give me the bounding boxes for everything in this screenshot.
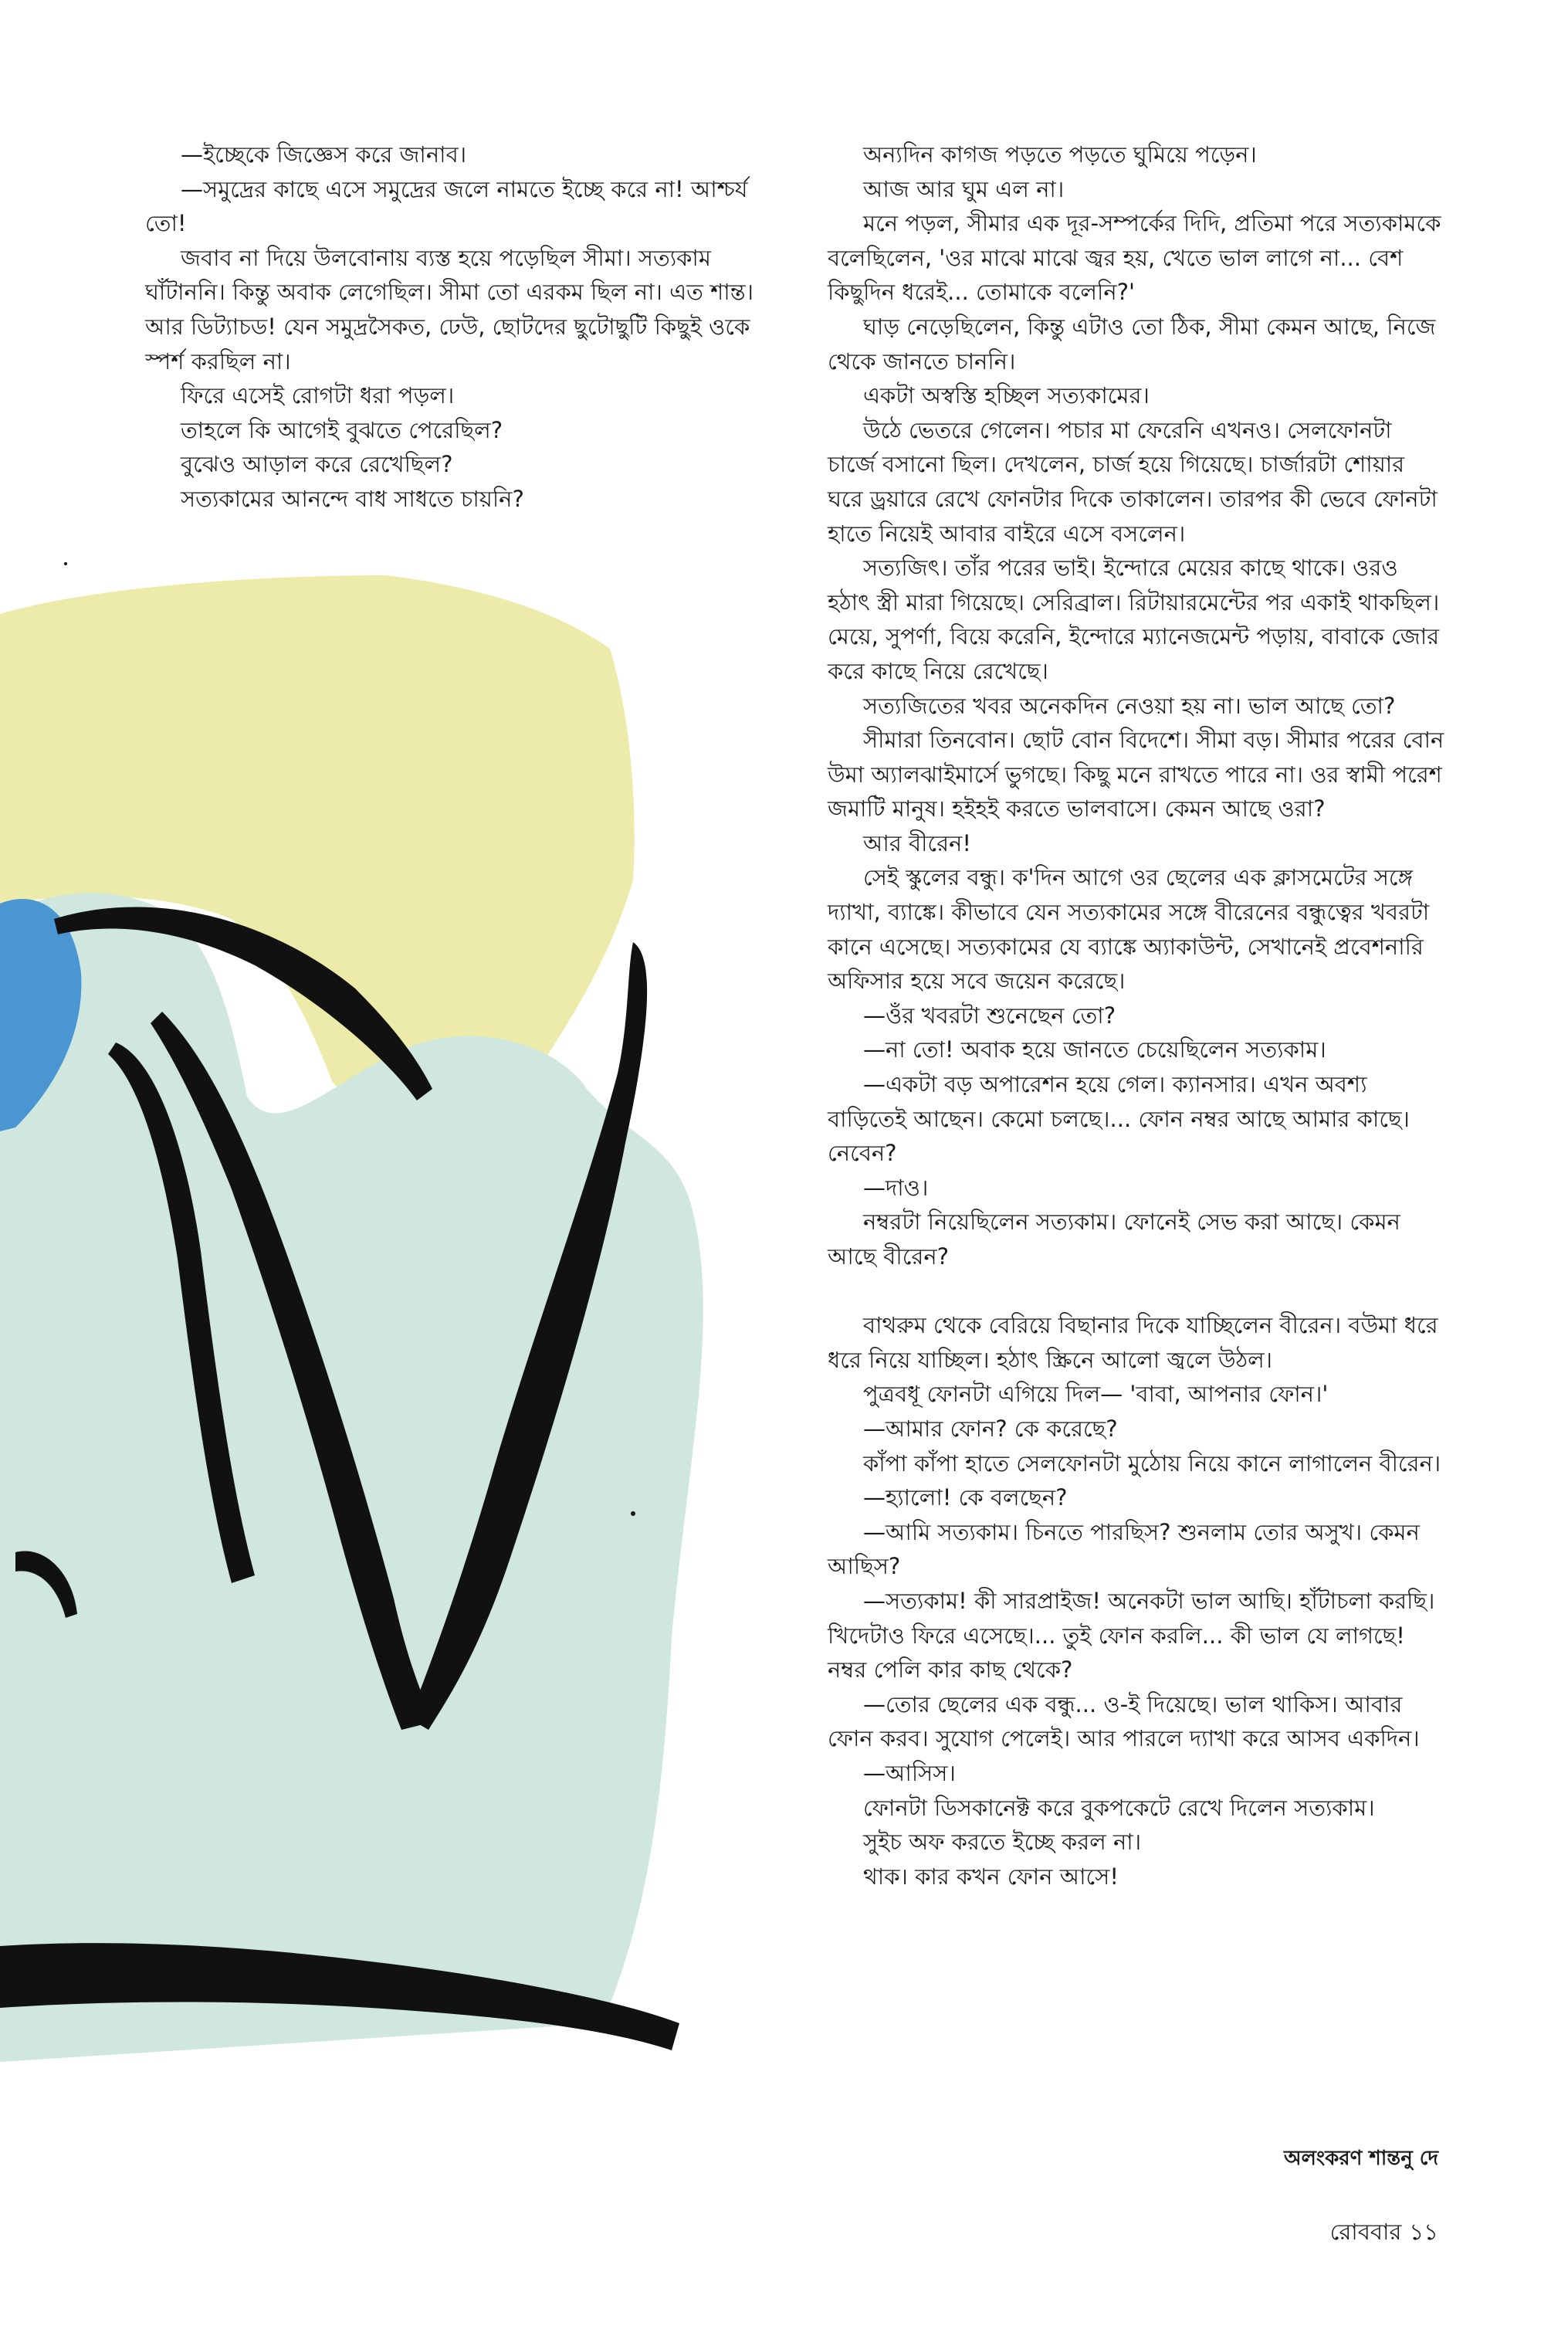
paragraph: আজ আর ঘুম এল না। [863, 175, 1065, 202]
speckle [569, 1249, 574, 1253]
paragraph: —ওঁর খবরটা শুনেছেন তো? [863, 1002, 1116, 1029]
paragraph: সত্যকামের আনন্দে বাধ সাধতে চায়নি? [181, 485, 524, 512]
paragraph: সীমারা তিনবোন। ছোট বোন বিদেশে। সীমা বড়। সীমার পরের বোন উমা অ্যালঝাইমার্সে ভুগছে। কিছু মনে রাখতে পারে না। ওর স্বামী পরেশ জমাটি মানুষ। হইহই করতে ভালবাসে। কেমন আছে ওরা? [828, 727, 1444, 822]
paragraph: থাক। কার কখন ফোন আসে! [863, 1863, 1119, 1890]
paragraph: পুত্রবধূ ফোনটা এগিয়ে দিল— 'বাবা, আপনার ফোন।' [863, 1381, 1329, 1408]
paragraph: ঘাড় নেড়েছিলেন, কিন্তু এটাও তো ঠিক, সীমা কেমন আছে, নিজে থেকে জানতে চাননি। [828, 313, 1436, 375]
page-number: ১১ [1409, 2219, 1438, 2245]
paragraph: সত্যজিতের খবর অনেকদিন নেওয়া হয় না। ভাল আছে তো? [863, 692, 1396, 719]
paragraph: —আসিস। [863, 1759, 956, 1786]
publication-name: রোববার [1329, 2219, 1402, 2245]
paragraph: একটা অস্বস্তি হচ্ছিল সত্যকামের। [863, 382, 1150, 409]
paragraph: ফোনটা ডিসকানেক্ট করে বুকপকেটে রেখে দিলেন সত্যকাম। [863, 1794, 1375, 1821]
paragraph: —সত্যকাম! কী সারপ্রাইজ! অনেকটা ভাল আছি। হাঁটাচলা করছি। খিদেটাও ফিরে এসেছে।... তুই ফোন করলি... কী ভাল যে লাগছে! নম্বর পেলি কার কাছ থেকে? [828, 1587, 1435, 1683]
paragraph: অন্যদিন কাগজ পড়তে পড়তে ঘুমিয়ে পড়েন। [863, 141, 1257, 168]
page-footer [1330, 2215, 1438, 2253]
paragraph: —একটা বড় অপারেশন হয়ে গেল। ক্যানসার। এখন অবশ্য বাড়িতেই আছেন। কেমো চলছে।... ফোন নম্বর আছে আমার কাছে। নেবেন? [828, 1071, 1410, 1167]
paragraph: —আমার ফোন? কে করেছে? [863, 1415, 1118, 1442]
paragraph: সেই স্কুলের বন্ধু। ক'দিন আগে ওর ছেলের এক ক্লাসমেটের সঙ্গে দ্যাখা, ব্যাঙ্কে। কীভাবে যেন সত্যকামের সঙ্গে বীরেনের বন্ধুত্বের খবরটা কানে এসেছে। সত্যকামের যে ব্যাঙ্কে অ্যাকাউন্ট, সেখানেই প্রবেশনারি অফিসার হয়ে সবে জয়েন করেছে। [828, 864, 1430, 995]
illustration [0, 556, 764, 2062]
paragraph: নম্বরটা নিয়েছিলেন সত্যকাম। ফোনেই সেভ করা আছে। কেমন আছে বীরেন? [828, 1209, 1400, 1270]
paragraph: উঠে ভেতরে গেলেন। পচার মা ফেরেনি এখনও। সেলফোনটা চার্জে বসানো ছিল। দেখলেন, চার্জ হয়ে গিয়েছে। চার্জারটা শোয়ার ঘরে ড্রয়ারে রেখে ফোনটার দিকে তাকালেন। তারপর কী ভেবে ফোনটা হাতে নিয়েই আবার বাইরে এসে বসলেন। [828, 416, 1438, 547]
paragraph: —দাও। [863, 1174, 929, 1201]
paragraph: বাথরুম থেকে বেরিয়ে বিছানার দিকে যাচ্ছিলেন বীরেন। বউমা ধরে ধরে নিয়ে যাচ্ছিল। হঠাৎ স্ক্রিনে আলো জ্বলে উঠল। [828, 1312, 1438, 1373]
paragraph: —তোর ছেলের এক বন্ধু... ও-ই দিয়েছে। ভাল থাকিস। আবার ফোন করব। সুযোগ পেলেই। আর পারলে দ্যাখা করে আসব একদিন। [828, 1690, 1420, 1752]
paragraph: সুইচ অফ করতে ইচ্ছে করল না। [863, 1829, 1142, 1856]
right-text-column [828, 137, 1445, 1894]
paragraph: আর বীরেন! [863, 829, 971, 856]
paragraph: বুঝেও আড়াল করে রেখেছিল? [181, 451, 453, 478]
paragraph: সত্যজিৎ। তাঁর পরের ভাই। ইন্দোরে মেয়ের কাছে থাকে। ওরও হঠাৎ স্ত্রী মারা গিয়েছে। সেরিব্রাল। রিটায়ারমেন্টের পর একাই থাকছিল। মেয়ে, সুপর্ণা, বিয়ে করেনি, ইন্দোরে ম্যানেজমেন্ট পড়ায়, বাবাকে জোর করে কাছে নিয়ে রেখেছে। [828, 554, 1440, 684]
paragraph: তাহলে কি আগেই বুঝতে পেরেছিল? [181, 416, 503, 443]
paragraph: —না তো! অবাক হয়ে জানতে চেয়েছিলেন সত্যকাম। [863, 1036, 1326, 1063]
paragraph: —ইচ্ছেকে জিজ্ঞেস করে জানাব। [181, 141, 467, 168]
paragraph: জবাব না দিয়ে উলবোনায় ব্যস্ত হয়ে পড়েছিল সীমা। সত্যকাম ঘাঁটাননি। কিন্তু অবাক লেগেছিল। সীমা তো এরকম ছিল না। এত শান্ত। আর ডিট্যাচড! যেন সমুদ্রসৈকত, ঢেউ, ছোটদের ছুটোছুটি কিছুই ওকে স্পর্শ করছিল না। [145, 244, 754, 375]
left-text-column [145, 137, 763, 517]
speckle [64, 562, 67, 565]
illustration-credit: অলংকরণ শান্তনু দে [1284, 2147, 1438, 2170]
paragraph: —আমি সত্যকাম। চিনতে পারছিস? শুনলাম তোর অসুখ। কেমন আছিস? [828, 1518, 1420, 1580]
paragraph: —হ্যালো! কে বলছেন? [863, 1484, 1068, 1511]
paragraph: —সমুদ্রের কাছে এসে সমুদ্রের জলে নামতে ইচ্ছে করে না! আশ্চর্য তো! [145, 175, 748, 237]
speckle [631, 1511, 635, 1516]
paragraph: ফিরে এসেই রোগটা ধরা পড়ল। [181, 382, 455, 409]
paragraph: কাঁপা কাঁপা হাতে সেলফোনটা মুঠোয় নিয়ে কানে লাগালেন বীরেন। [863, 1450, 1441, 1477]
paragraph: মনে পড়ল, সীমার এক দূর-সম্পর্কের দিদি, প্রতিমা পরে সত্যকামকে বলেছিলেন, 'ওর মাঝে মাঝে জ্বর হয়, খেতে ভাল লাগে না... বেশ কিছুদিন ধরেই... তোমাকে বলেনি?' [828, 210, 1441, 306]
